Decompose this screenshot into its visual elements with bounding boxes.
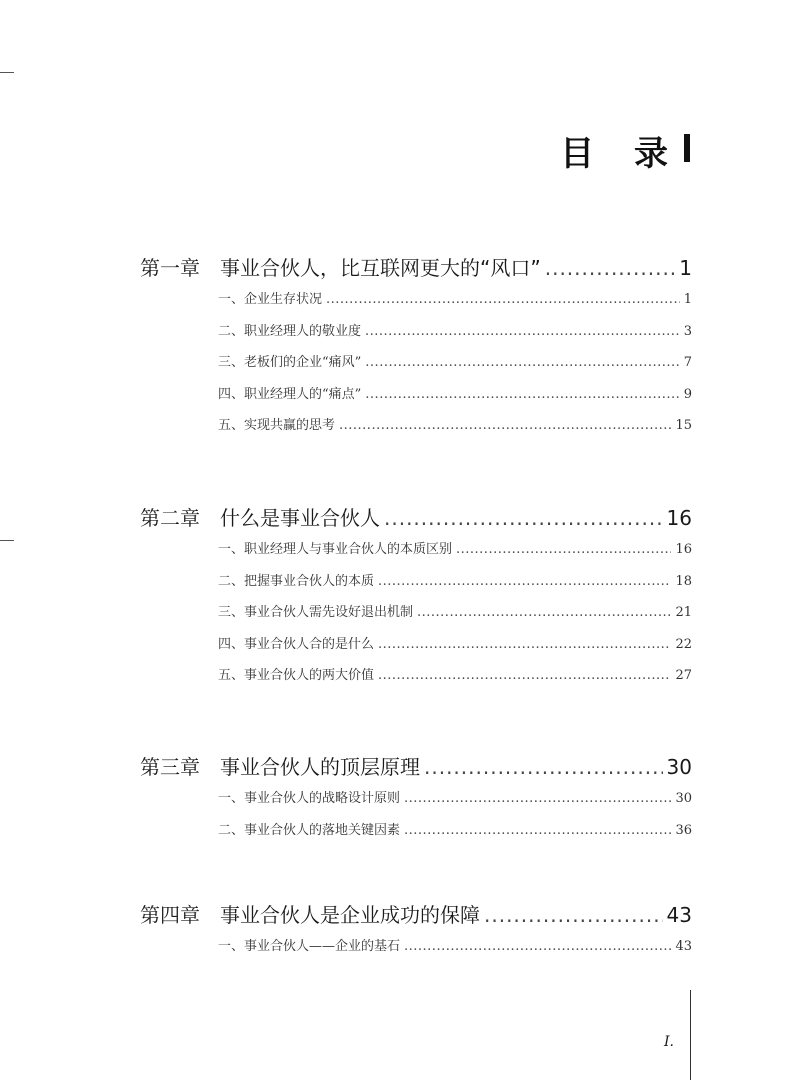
section-title: 四、事业合伙人合的是什么 (218, 636, 375, 652)
section-title: 一、企业生存状况 (218, 292, 323, 307)
chapter-heading[interactable] (140, 751, 692, 787)
dot-leader (384, 506, 663, 530)
chapter-3 (140, 751, 692, 850)
section-title: 一、事业合伙人的战略设计原则 (218, 791, 401, 806)
toc-entry[interactable] (140, 601, 692, 633)
dot-leader (484, 903, 663, 927)
dot-leader (404, 791, 671, 806)
chapter-heading[interactable] (140, 252, 692, 288)
chapter-label: 第四章 (140, 903, 200, 927)
dot-leader (378, 637, 671, 652)
toc-entry[interactable] (140, 320, 692, 352)
toc-entry[interactable] (140, 664, 692, 696)
dot-leader (365, 324, 680, 339)
margin-rule (690, 990, 691, 1080)
section-page: 7 (683, 355, 692, 370)
chapter-label: 第二章 (140, 506, 200, 530)
page-number: I. (664, 1034, 674, 1050)
section-page: 3 (683, 323, 692, 339)
dot-leader (404, 939, 671, 954)
section-title: 五、实现共赢的思考 (218, 418, 336, 433)
section-title: 二、职业经理人的敬业度 (218, 323, 362, 339)
toc-entry[interactable] (140, 935, 692, 967)
section-page: 21 (675, 605, 692, 620)
chapter-label: 第一章 (140, 256, 200, 280)
section-page: 30 (675, 791, 692, 806)
toc-entry[interactable] (140, 633, 692, 665)
section-page: 22 (675, 636, 692, 652)
crop-mark-top (0, 72, 14, 73)
chapter-page: 16 (666, 506, 692, 530)
section-title: 四、职业经理人的“痛点” (218, 386, 362, 402)
dot-leader (417, 605, 671, 620)
section-title: 二、事业合伙人的落地关键因素 (218, 822, 401, 838)
toc-entry[interactable] (140, 383, 692, 415)
section-title: 五、事业合伙人的两大价值 (218, 668, 375, 683)
toc-entry[interactable] (140, 570, 692, 602)
chapter-page: 1 (679, 256, 692, 280)
chapter-title: 什么是事业合伙人 (220, 506, 380, 530)
section-page: 9 (683, 386, 692, 402)
dot-leader (404, 823, 671, 838)
dot-leader (545, 256, 676, 280)
section-page: 27 (675, 668, 692, 683)
toc-entry[interactable] (140, 351, 692, 383)
chapter-2 (140, 502, 692, 696)
chapter-4 (140, 899, 692, 967)
chapter-1 (140, 252, 692, 446)
section-page: 15 (675, 418, 692, 433)
toc-entry[interactable] (140, 538, 692, 570)
section-page: 18 (675, 573, 692, 589)
section-title: 三、事业合伙人需先设好退出机制 (218, 605, 414, 620)
chapter-page: 30 (666, 755, 692, 779)
chapter-page: 43 (666, 903, 692, 927)
section-page: 1 (683, 292, 692, 307)
section-page: 43 (675, 939, 692, 954)
chapter-heading[interactable] (140, 502, 692, 538)
dot-leader (339, 418, 671, 433)
page-title: 目 录 (560, 134, 682, 174)
section-title: 一、职业经理人与事业合伙人的本质区别 (218, 542, 453, 557)
dot-leader (378, 668, 671, 683)
chapter-title: 事业合伙人，比互联网更大的“风口” (220, 256, 541, 280)
dot-leader (326, 292, 680, 307)
section-title: 一、事业合伙人——企业的基石 (218, 939, 401, 954)
chapter-label: 第三章 (140, 755, 200, 779)
dot-leader (365, 387, 679, 402)
section-page: 36 (675, 822, 692, 838)
dot-leader (378, 574, 671, 589)
toc-entry[interactable] (140, 288, 692, 320)
dot-leader (365, 355, 679, 370)
crop-mark-middle (0, 540, 14, 541)
title-accent-bar (684, 134, 690, 162)
toc-entry[interactable] (140, 414, 692, 446)
chapter-title: 事业合伙人的顶层原理 (220, 755, 420, 779)
section-page: 16 (675, 542, 692, 557)
dot-leader (456, 542, 671, 557)
chapter-title: 事业合伙人是企业成功的保障 (220, 903, 480, 927)
chapter-heading[interactable] (140, 899, 692, 935)
section-title: 二、把握事业合伙人的本质 (218, 573, 375, 589)
dot-leader (424, 755, 663, 779)
toc-entry[interactable] (140, 819, 692, 851)
toc-entry[interactable] (140, 787, 692, 819)
section-title: 三、老板们的企业“痛风” (218, 355, 362, 370)
